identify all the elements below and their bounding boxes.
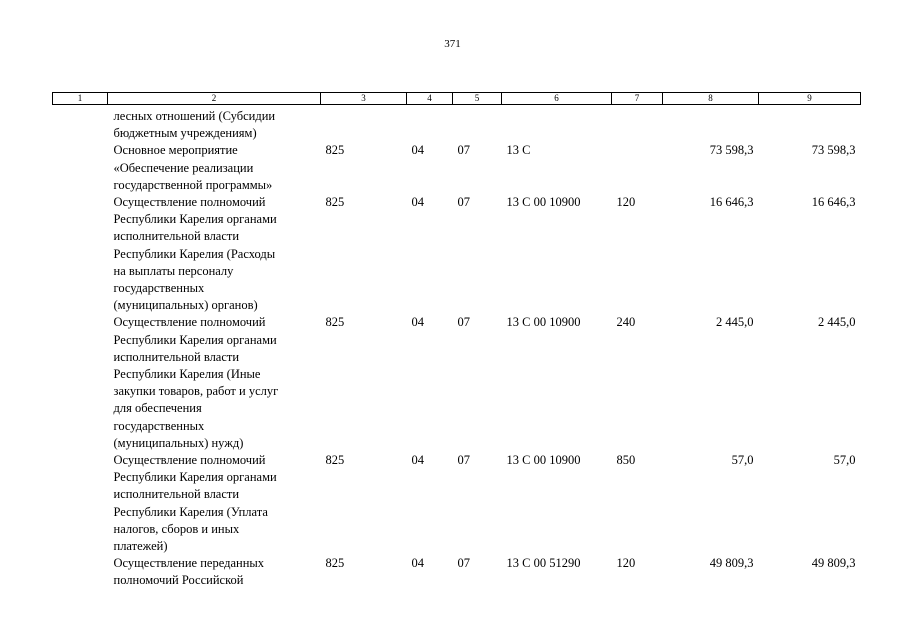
- column-header-9: 9: [759, 93, 861, 105]
- name-line: полномочий Российской: [113, 573, 244, 588]
- name-line: Республики Карелия органами: [113, 332, 277, 347]
- row-index-cell: [53, 142, 108, 194]
- ministry-code-cell: 825: [325, 143, 345, 158]
- amount-cell: 16 646,3: [811, 195, 856, 210]
- amount-cell: 49 809,3: [811, 556, 856, 571]
- section-code-cell: 04: [411, 315, 424, 330]
- row-index-cell: [53, 452, 108, 555]
- expense-name-cell: [108, 452, 321, 555]
- name-line: (муниципальных) органов): [113, 298, 258, 313]
- table-row: [53, 314, 861, 452]
- subsection-code-cell: 07: [457, 556, 470, 571]
- target-article-cell: 13 С 00 10900: [506, 315, 581, 330]
- table-row: [53, 142, 861, 194]
- column-header-6: 6: [502, 93, 612, 105]
- amount-cell: 2 445,0: [716, 315, 754, 330]
- ministry-code-cell: 825: [325, 556, 345, 571]
- column-number-header-row: [53, 93, 861, 105]
- column-header-4: 4: [407, 93, 453, 105]
- subsection-code-cell: 07: [457, 453, 470, 468]
- row-index-cell: [53, 105, 108, 143]
- column-header-1: 1: [53, 93, 108, 105]
- row-index-cell: [53, 194, 108, 314]
- expense-name-cell: [108, 555, 321, 589]
- name-line: государственных: [113, 418, 205, 433]
- ministry-code-cell: [321, 105, 407, 143]
- expense-type-cell: 240: [616, 315, 636, 330]
- name-line: бюджетным учреждениям): [113, 126, 257, 141]
- name-line: закупки товаров, работ и услуг: [113, 384, 279, 399]
- target-article-cell: 13 С 00 51290: [506, 556, 581, 571]
- name-line: Республики Карелия (Уплата: [113, 504, 268, 519]
- section-code-cell: 04: [411, 453, 424, 468]
- section-code-cell: 04: [411, 556, 424, 571]
- table-row: [53, 105, 861, 143]
- table-row: [53, 555, 861, 589]
- table-row: [53, 452, 861, 555]
- expense-type-cell: 120: [616, 556, 636, 571]
- name-line: Республики Карелия (Расходы: [113, 246, 276, 261]
- subsection-code-cell: 07: [457, 195, 470, 210]
- name-line: Осуществление полномочий: [113, 195, 266, 210]
- expense-type-cell: [612, 142, 663, 194]
- table-row: [53, 194, 861, 314]
- column-header-8: 8: [663, 93, 759, 105]
- target-article-cell: [502, 105, 612, 143]
- row-index-cell: [53, 314, 108, 452]
- amount-cell: 57,0: [833, 453, 856, 468]
- name-line: исполнительной власти: [113, 229, 240, 244]
- section-code-cell: 04: [411, 195, 424, 210]
- name-line: Республики Карелия органами: [113, 212, 277, 227]
- column-header-5: 5: [453, 93, 502, 105]
- name-line: (муниципальных) нужд): [113, 435, 244, 450]
- column-header-3: 3: [321, 93, 407, 105]
- name-line: Осуществление полномочий: [113, 315, 266, 330]
- name-line: государственных: [113, 281, 205, 296]
- amount-cell: 2 445,0: [818, 315, 856, 330]
- budget-table: [52, 92, 861, 590]
- expense-name-cell: [108, 194, 321, 314]
- column-header-2: 2: [108, 93, 321, 105]
- name-line: Осуществление переданных: [113, 556, 265, 571]
- page-number: 371: [444, 38, 461, 50]
- ministry-code-cell: 825: [325, 453, 345, 468]
- name-line: для обеспечения: [113, 401, 202, 416]
- expense-type-cell: [612, 105, 663, 143]
- amount-cell: 73 598,3: [811, 143, 856, 158]
- subsection-code-cell: [453, 105, 502, 143]
- target-article-cell: 13 С: [506, 143, 531, 158]
- name-line: исполнительной власти: [113, 349, 240, 364]
- section-code-cell: [407, 105, 453, 143]
- name-line: лесных отношений (Субсидии: [113, 109, 276, 123]
- expense-type-cell: 850: [616, 453, 636, 468]
- name-line: исполнительной власти: [113, 487, 240, 502]
- name-line: на выплаты персоналу: [113, 263, 234, 278]
- amount-cell: 16 646,3: [709, 195, 754, 210]
- name-line: Осуществление полномочий: [113, 453, 266, 468]
- ministry-code-cell: 825: [325, 195, 345, 210]
- name-line: Республики Карелия органами: [113, 470, 277, 485]
- amount-cell: [663, 105, 759, 143]
- column-header-7: 7: [612, 93, 663, 105]
- section-code-cell: 04: [411, 143, 424, 158]
- amount-cell: 49 809,3: [709, 556, 754, 571]
- subsection-code-cell: 07: [457, 315, 470, 330]
- name-line: «Обеспечение реализации: [113, 160, 254, 175]
- expense-type-cell: 120: [616, 195, 636, 210]
- expense-name-cell: [108, 105, 321, 143]
- subsection-code-cell: 07: [457, 143, 470, 158]
- amount-cell: [759, 105, 861, 143]
- target-article-cell: 13 С 00 10900: [506, 195, 581, 210]
- name-line: Республики Карелия (Иные: [113, 367, 261, 382]
- name-line: Основное мероприятие: [113, 143, 238, 158]
- target-article-cell: 13 С 00 10900: [506, 453, 581, 468]
- row-index-cell: [53, 555, 108, 589]
- expense-name-cell: [108, 142, 321, 194]
- name-line: государственной программы»: [113, 177, 273, 192]
- ministry-code-cell: 825: [325, 315, 345, 330]
- expense-name-cell: [108, 314, 321, 452]
- amount-cell: 73 598,3: [709, 143, 754, 158]
- amount-cell: 57,0: [731, 453, 754, 468]
- name-line: платежей): [113, 539, 168, 554]
- name-line: налогов, сборов и иных: [113, 521, 240, 536]
